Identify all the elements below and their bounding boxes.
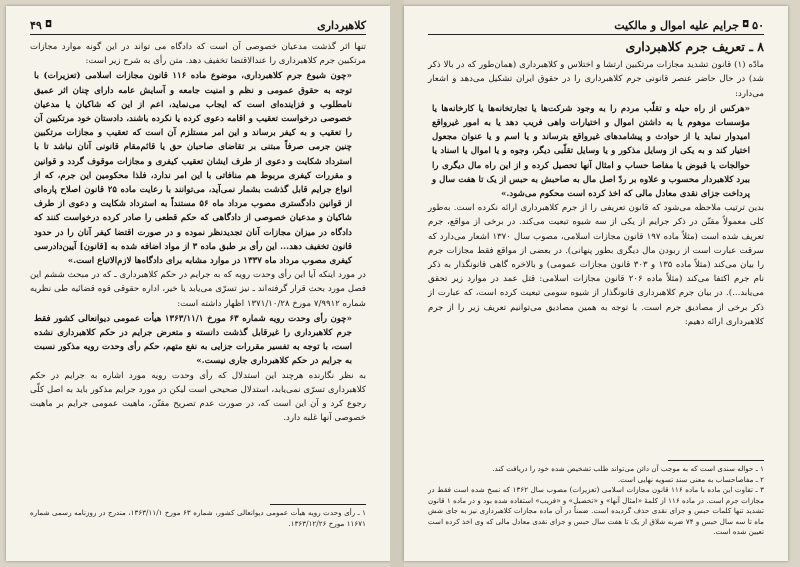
paragraph: به نظر نگارنده هرچند این استدلال که رأی وحدت رویه مورد اشاره به جرایم در حکم کلاهبرداری تسرّی نمی‌یابد، استدلال صحیحی است لیکن در مورد جرایم مذکور باید به اصل کلّی رجوع کرد و آن این است که، در صورت عدم تصریح مقنّن، ماهیت عمومی جرایم بر ماهیت خصوصی آنها غلبه دارد. xyxy=(30,370,366,424)
page-header xyxy=(30,16,366,35)
page-number: ۴۹ xyxy=(30,18,42,32)
running-title: جرایم علیه اموال و مالکیت xyxy=(614,18,740,32)
paragraph: در مورد اینکه آیا این رأی وحدت رویه که به جرایم در حکم کلاهبرداری ـ که در مبحث ششم این فصل مورد بحث قرار گرفته‌اند ـ نیز تسرّی می‌یابد یا خیر، اداره حقوقی قوه قضائیه طی نظریه شماره ۷/۹۹۱۲ مورخ ۱۳۷۱/۱۰/۲۸ اظهار داشته است: xyxy=(30,270,366,309)
footnotes xyxy=(30,504,366,529)
footnote: ۳ ـ تفاوت این ماده با ماده ۱۱۶ قانون مجازات اسلامی (تعزیرات) مصوب سال ۱۳۶۲ که نسخ شده است فقط در مجازات جرم است. در ماده ۱۱۶ از کلمهٔ «امثال آنها» و «تحصیل» و «فریب» استفاده شده بود و در ماده ۱ قانون تشدید تنها کلمات حبس و جزای نقدی حذف گردیده است. ضمناً در آن ماده مجازات کلاهبرداری نیز به جای شش ماه تا سه سال حبس و ۷۴ ضربه شلاق از یک تا هفت سال حبس و جزای نقدی معادل مالی که وی اخذ کرده است تعیین شده است. xyxy=(428,485,764,536)
footnote: ۲ ـ مفاصا‌حساب به معنی سند تسویه نهایی است. xyxy=(617,474,764,484)
page-header xyxy=(428,16,764,35)
footnote: ۱ ـ رأی وحدت رویه هیأت عمومی دیوانعالی کشور، شماره ۶۳ مورخ ۱۳۶۳/۱۱/۱، مندرج در روزنامه رسمی شماره ۱۱۶۷۱ مورخ ۱۳۶۳/۱۲/۲۶. xyxy=(30,508,367,528)
paragraph: مادّه (۱) قانون تشدید مجازات مرتکبین ارتشا و اختلاس و کلاهبرداری (همان‌طور که در بالا ذکر شد) در حال حاضر عنصر قانونی جرم کلاهبرداری را در حقوق ایران تشکیل می‌دهد و اشعار می‌دارد: xyxy=(428,60,765,99)
page-number-group xyxy=(30,19,52,32)
page-body xyxy=(428,40,764,330)
page-number: ۵۰ xyxy=(752,18,764,32)
right-page xyxy=(404,6,788,561)
quoted-law-article: «هرکس از راه حیله و تقلّب مردم را به وجود شرکت‌ها یا تجارتخانه‌ها یا کارخانه‌ها یا مؤسسات موهوم یا به داشتن اموال و اختیارات واهی فریب دهد یا به امور غیرواقع امیدوار نماید یا از حوادث و پیشامدهای غیرواقع بترساند و یا اسم و یا عنوان مجعول اختیار کند و به یکی از وسایل مذکور و یا وسایل تقلّبی دیگر، وجوه و یا اموال یا اسناد یا حوالجات یا قبوض یا مفاصا حساب و امثال آنها تحصیل کرده و از این راه مال دیگری را ببرد کلاهبردار محسوب و علاوه بر ردّ اصل مال به صاحبش به حبس از یک تا هفت سال و پرداخت جزای نقدی معادل مالی که اخذ کرده است محکوم می‌شود.» xyxy=(432,103,750,200)
page-body xyxy=(30,40,366,426)
footnote: ۱ ـ حواله سندی است که به موجب آن دائن می‌تواند طلب تشخیص شده خود را دریافت کند. xyxy=(492,464,764,473)
quoted-ruling: «چون شیوع جرم کلاهبرداری، موضوع ماده ۱۱۶ قانون مجازات اسلامی (تعزیرات) با توجه به حقوق عمومی و نظم و امنیت جامعه و آسایش عامه دارای چنان اثر عمیق نامطلوب و فزاینده‌ای است که ایجاب می‌نماید، اعم از این که شاکیان یا مدعیان خصوصی درخواست تعقیب و اقامه دعوی کرده یا نکرده باشند، دادستان خود مرتکبین آن را تعقیب و به کیفر برساند و این امر مستلزم آن است که تعقیب و مجازات مرتکبین چنین جرمی صرفاً مبتنی بر تقاضای صاحبان حق یا قائم‌مقام قانونی آنان نباشد تا با استرداد شکایت و دعوی از طرف ایشان تعقیب کیفری و مجازات موقوف گردد و قوانین و مقررات کیفری مربوط هم منافاتی با این امر ندارد، فلذا محکومین این جرم، که از انواع جرایم قابل گذشت بشمار نمی‌آید، می‌توانند با رعایت ماده ۲۵ قانون اصلاح پاره‌ای از قوانین دادگستری مصوب مرداد ماه ۵۶ مستنداً به استرداد شکایت و دعوی از طرف شاکیان و مدعیان خصوصی از دادگاهی که حکم قطعی را صادر کرده درخواست کنند که دادگاه در میزان مجازات آنان تجدیدنظر نموده و در صورت اقتضا کیفر آنان را در حدود قانون تخفیف دهد... این رأی بر طبق ماده ۳ از مواد اضافه شده به [قانون] آیین‌دادرسی کیفری مصوب مرداد ماه ۱۳۳۷ در موارد مشابه برای دادگاه‌ها لازم‌الاتباع است.» xyxy=(34,71,352,267)
footnotes xyxy=(428,460,764,538)
running-title: کلاهبرداری xyxy=(317,18,366,32)
section-heading: ۸ ـ تعریف جرم کلاهبرداری xyxy=(625,39,764,54)
left-page xyxy=(6,6,390,561)
square-ornament-icon: ◘ xyxy=(742,20,750,30)
footnote-divider xyxy=(270,504,366,505)
book-gutter xyxy=(390,0,404,567)
paragraph: تنها اثر گذشت مدعیان خصوصی آن است که دادگاه می تواند در این گونه موارد مجازات مرتکبین جرم کلاهبرداری را عندالاقتضا تخفیف دهد. متن رأی به شرح زیر است: xyxy=(30,42,366,67)
quoted-opinion: «چون رأی وحدت رویه شماره ۶۳ مورخ ۱۳۶۳/۱۱/۱ هیأت عمومی دیوانعالی کشور فقط جرم کلاهبرداری را غیرقابل گذشت دانسته و متعرض جرایم در حکم کلاهبرداری نشده است، با توجه به تفسیر مقررات جزایی به نفع متهم، حکم رأی وحدت رویه مذکور نسبت به جرایم در حکم کلاهبرداری جاری نیست.» xyxy=(34,313,352,367)
paragraph: بدین ترتیب ملاحظه می‌شود که قانون تعریفی را از جرم کلاهبرداری ارائه نکرده است. به‌طور کلی معمولاً مقنّن در ذکر جرایم از یکی از سه شیوه تبعیت می‌کند. در برخی از مواقع، جرم تعریف شده است (مثلاً ماده ۱۹۷ قانون مجازات اسلامی، مصوب سال ۱۳۷۰ اشعار می‌دارد که سرقت عبارت است از ربودن مال دیگری بطور پنهانی). در بعضی از مواقع فقط مجازات جرم را بیان می‌کند (مثلاً ماده ۱۳۵ و ۳۰۳ قانون مجازات عمومی) و بالاخره گاهی قانونگذار به ذکر نام جرم اکتفا می‌کند (مثلاً ماده ۲۰۶ قانون مجازات اسلامی: قتل عمد در موارد زیر تحقق می‌یابد...). در بیان جرم کلاهبرداری قانونگذار از شیوه سومی تبعیت کرده است، که عبارت از ذکر برخی از مصادیق جرم است. با توجه به همین مصادیق می‌توانیم تعریف زیر را از جرم کلاهبرداری ارائه دهیم: xyxy=(428,203,765,327)
page-number-group xyxy=(614,19,764,32)
footnote-divider xyxy=(668,460,764,461)
square-ornament-icon: ◘ xyxy=(44,20,52,30)
